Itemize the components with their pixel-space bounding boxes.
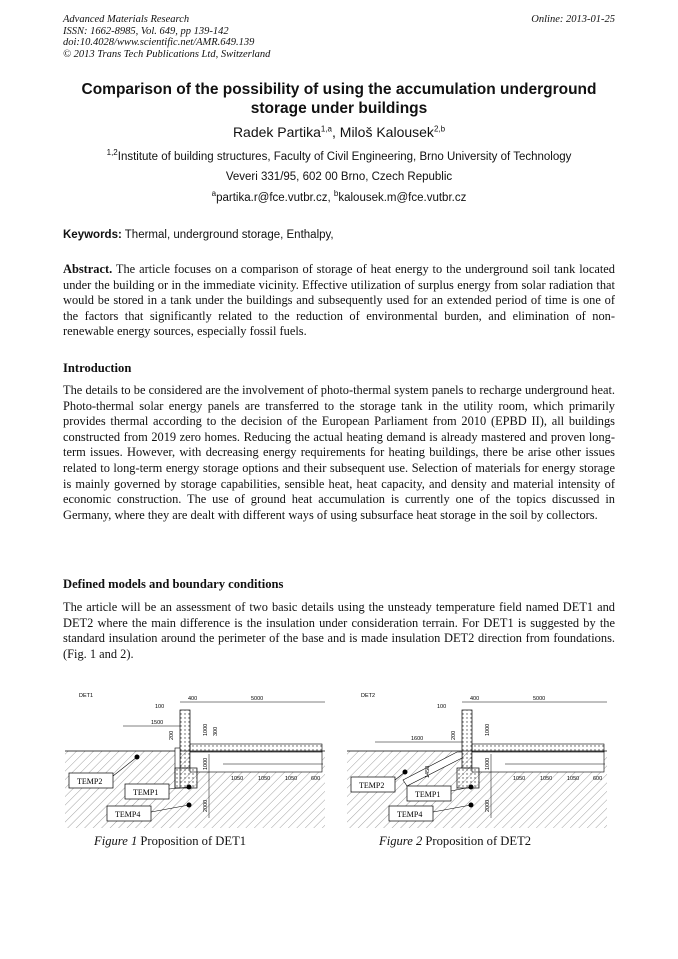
fig2-wall: [462, 710, 472, 768]
figure-1-caption: [94, 834, 246, 849]
authors: [63, 124, 615, 140]
fig2-dim-1000-b: 1000: [485, 757, 491, 770]
figure-2-caption-label: Figure 2: [379, 834, 423, 848]
author-1-sup: 1,a: [320, 124, 332, 134]
fig2-dim-600: 600: [593, 776, 603, 782]
author-emails: [63, 189, 615, 204]
figure-2-caption-text: Proposition of DET2: [422, 834, 532, 848]
fig1-dim-1050-b: 1050: [258, 776, 271, 782]
author-2-sup: 2,b: [433, 124, 446, 134]
fig2-dim-5000: 5000: [533, 696, 546, 702]
figures-svg: [63, 688, 615, 828]
models-text: The article will be an assessment of two basic details using the unsteady temperature field named DET1 and DET2 where the main difference is the insulation under consideration terrain. For DET1 is suggested by the standard insulation around the perimeter of the base and is made insulation DET2 direction from foundations. (Fig. 1 and 2).: [63, 600, 615, 661]
affiliation-line-1: [63, 148, 615, 163]
author-sep: ,: [332, 124, 340, 140]
paper-title: [63, 80, 615, 118]
figure-2-caption: [379, 834, 531, 849]
fig1-dim-200: 200: [169, 730, 175, 740]
fig1-dim-400: 400: [188, 696, 198, 702]
fig1-floor-slab: [190, 744, 322, 752]
fig2-dim-1050-c: 1050: [567, 776, 580, 782]
affiliation-text: Institute of building structures, Faculty of Civil Engineering, Brno University of Technology: [117, 151, 572, 163]
fig1-dim-1050-c: 1050: [285, 776, 298, 782]
fig1-foundation: [175, 768, 197, 788]
title-line-2: storage under buildings: [250, 100, 428, 117]
fig2-label: DET2: [361, 693, 376, 699]
fig1-dim-1000-b: 1000: [203, 757, 209, 770]
fig1-temp4-label: TEMP4: [115, 810, 141, 819]
fig1-dim-5000: 5000: [251, 696, 264, 702]
fig2-dim-200: 200: [451, 730, 457, 740]
fig1-dim-100: 100: [155, 704, 165, 710]
figure-1-caption-label: Figure 1: [94, 834, 138, 848]
fig1-dim-600: 600: [311, 776, 321, 782]
fig2-dim-1050-a: 1050: [513, 776, 526, 782]
affiliation-line-2: Veveri 331/95, 602 00 Brno, Czech Republic: [225, 171, 453, 183]
fig2-foundation: [457, 768, 479, 788]
fig1-dim-1050-a: 1050: [231, 776, 244, 782]
fig1-label: DET1: [79, 693, 94, 699]
fig2-fill-layer: [472, 752, 604, 772]
figure-1: [65, 693, 325, 828]
models-heading: Defined models and boundary conditions: [63, 577, 284, 591]
keywords: [63, 229, 615, 241]
abstract: [63, 262, 615, 340]
copyright: © 2013 Trans Tech Publications Ltd, Switzerland: [63, 48, 271, 60]
figure-1-caption-text: Proposition of DET1: [137, 834, 247, 848]
fig1-wall: [180, 710, 190, 768]
author-1: Radek Partika: [232, 124, 321, 140]
fig1-dim-1000-a: 1000: [203, 723, 209, 736]
title-line-1: Comparison of the possibility of using the accumulation underground: [81, 81, 597, 98]
fig2-dim-1450: 1450: [425, 765, 431, 778]
fig1-dim-1500: 1500: [151, 720, 164, 726]
fig2-floor-slab: [472, 744, 604, 752]
author-2: Miloš Kalousek: [339, 124, 434, 140]
fig1-dim-2000: 2000: [203, 799, 209, 812]
fig1-temp1-label: TEMP1: [133, 788, 159, 797]
email-b-sup: b: [333, 189, 339, 199]
fig1-dim-300: 300: [213, 726, 219, 736]
fig2-dim-100: 100: [437, 704, 447, 710]
fig1-temp2-label: TEMP2: [77, 777, 103, 786]
journal-name: Advanced Materials Research: [63, 14, 190, 25]
online-date: Online: 2013-01-25: [531, 14, 615, 25]
fig2-dim-400: 400: [470, 696, 480, 702]
email-b[interactable]: kalousek.m@fce.vutbr.cz: [338, 192, 467, 204]
affiliation-sup: 1,2: [106, 148, 118, 158]
issn: ISSN: 1662-8985, Vol. 649, pp 139-142: [63, 25, 229, 37]
email-a-sup: a: [211, 189, 217, 199]
abstract-label: Abstract.: [63, 262, 113, 276]
intro-text: The details to be considered are the involvement of photo-thermal system panels to recharge underground heat. Photo-thermal solar energy panels are transferred to the storage tank in the utility room, which primarily provides thermal according to the decision of the European Parliament from 2010 (EPBD II), all buildings constructed from 2019 zero homes. Reducing the actual heating demand is already mastered and proven long-term issues. However, with decreasing energy requirements for heating buildings, there be arise other issues related to long-term energy storage options and their subsequent use. Selection of materials for energy storage is mainly governed by storage capabilities, sensible heat, heat capacity, and density and material intensity of economic construction. The use of ground heat accumulation is currently one of the topics discussed in Germany, where they are dealt with different ways of using subsurface heat storage in the soil by collectors.: [63, 383, 615, 522]
running-header: [63, 14, 615, 60]
keywords-text: Thermal, underground storage, Enthalpy,: [121, 229, 334, 241]
fig2-dim-1050-b: 1050: [540, 776, 553, 782]
fig2-dim-1000-a: 1000: [485, 723, 491, 736]
fig2-temp1-label: TEMP1: [415, 790, 441, 799]
email-a[interactable]: partika.r@fce.vutbr.cz,: [216, 192, 334, 204]
doi: doi:10.4028/www.scientific.net/AMR.649.139: [63, 37, 255, 48]
keywords-label: Keywords:: [63, 229, 122, 241]
figure-2: [347, 693, 607, 828]
fig2-dim-2000: 2000: [485, 799, 491, 812]
fig1-fill-layer: [190, 752, 322, 772]
fig2-dim-1600: 1600: [411, 736, 424, 742]
fig2-temp4-label: TEMP4: [397, 810, 423, 819]
abstract-text: The article focuses on a comparison of storage of heat energy to the underground soil tank located under the building or in the immediate vicinity. Effective utilization of surplus energy from solar radiation that would be stored in a tank under the buildings and subsequently used for an extended period of time is one of the factors that significantly related to the reduction of environmental burden, and elimination of non-renewable energy sources, especially fossil fuels.: [63, 262, 615, 339]
intro-heading: Introduction: [63, 361, 132, 375]
fig2-temp2-label: TEMP2: [359, 781, 385, 790]
